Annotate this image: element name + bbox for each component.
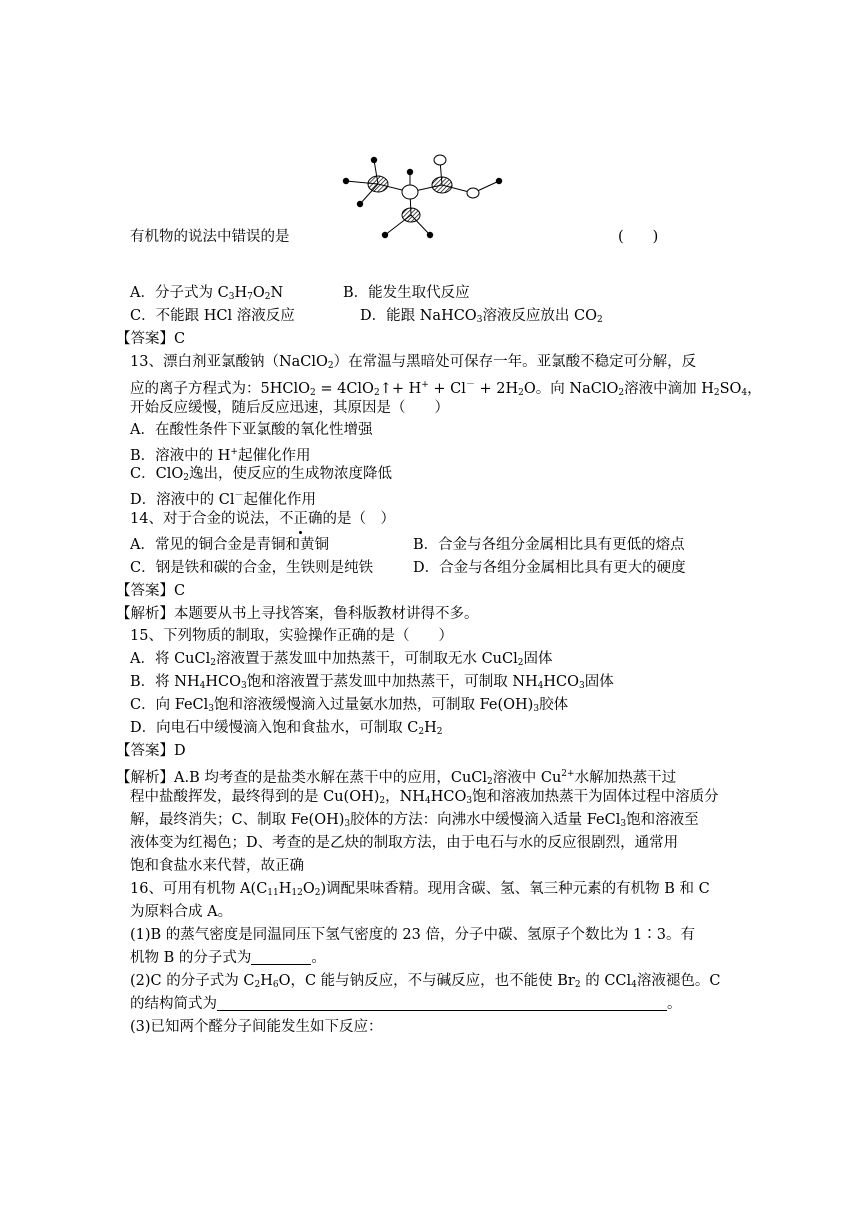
q12-option-c: C．不能跟 HCl 溶液反应 xyxy=(130,308,295,324)
q12-option-b: B．能发生取代反应 xyxy=(343,285,470,301)
q14-answer: 【答案】C xyxy=(116,583,186,599)
q14-option-b: B．合金与各组分金属相比具有更低的熔点 xyxy=(413,537,685,553)
q13-option-a: A．在酸性条件下亚氯酸的氧化性增强 xyxy=(130,422,373,438)
q13-option-d: D．溶液中的 Cl－起催化作用 xyxy=(130,491,316,508)
q15-analysis-line4: 液体变为红褐色；D、考查的是乙炔的制取方法，由于电石与水的反应很剧烈，通常用 xyxy=(130,835,679,851)
q12-answer-paren: ( ) xyxy=(618,229,659,245)
q16-part2-line2: 的结构简式为 。 xyxy=(130,996,682,1012)
q16-stem-line1: 16、可用有机物 $A(C_{11}H_{12}O_2)$调配果味香精。现用含碳、氢、氧三种元素的有机物 B 和 C xyxy=(130,881,710,898)
q13-stem-line3: 开始反应缓慢，随后反应迅速，其原因是（ ） xyxy=(130,400,449,416)
q13-option-c: C．ClO$_2$逸出，使反应的生成物浓度降低 xyxy=(130,466,392,483)
q15-analysis-line3: 解，最终消失；C、制取 $Fe(OH)_3$胶体的方法：向沸水中缓慢滴入适量 FeCl$_3$饱和溶液至 xyxy=(130,812,699,829)
q15-analysis-line5: 饱和食盐水来代替，故正确 xyxy=(130,858,304,874)
q13-stem-line2: 应的离子方程式为：5HClO$_2$ = 4ClO$_2$↑+ $H^+ + Cl^- + 2H_2O$。向 NaClO$_2$溶液中滴加 $H_2SO_4$， xyxy=(130,380,762,398)
q14-analysis: 【解析】本题要从书上寻找答案，鲁科版教材讲得不多。 xyxy=(116,606,479,622)
molecule-structure-figure xyxy=(336,148,516,240)
q15-option-a: A．将 CuCl$_2$溶液置于蒸发皿中加热蒸干，可制取无水 CuCl$_2$固体 xyxy=(130,651,553,668)
q14-option-a: A．常见的铜合金是青铜和黄铜 xyxy=(130,537,329,553)
q16-part1-line2: 机物 B 的分子式为 。 xyxy=(130,950,326,966)
q12-stem: 有机物的说法中错误的是 xyxy=(130,229,290,245)
q15-analysis-line1: 【解析】A.B 均考查的是盐类水解在蒸干中的应用，CuCl$_2$溶液中 $Cu^{2+}$水解加热蒸干过 xyxy=(116,769,677,787)
q14-option-d: D．合金与各组分金属相比具有更大的硬度 xyxy=(413,560,686,576)
q16-part2-line1: (2)C 的分子式为 $C_2H_6O$，C 能与钠反应，不与碱反应，也不能使 $Br_2$ 的 CCl$_4$溶液褪色。C xyxy=(130,973,721,990)
answer-blank[interactable] xyxy=(217,995,667,1011)
q16-part1-line1: (1)B 的蒸气密度是同温同压下氢气密度的 23 倍，分子中碳、氢原子个数比为 1∶3。有 xyxy=(130,927,696,943)
q12-answer: 【答案】C xyxy=(116,331,186,347)
q15-stem: 15、下列物质的制取，实验操作正确的是（ ） xyxy=(130,628,453,644)
q15-option-c: C．向 FeCl$_3$饱和溶液缓慢滴入过量氨水加热，可制取 $Fe(OH)_3$胶体 xyxy=(130,697,569,714)
q15-option-b: B．将 $NH_4HCO_3$饱和溶液置于蒸发皿中加热蒸干，可制取 $NH_4HCO_3$固体 xyxy=(130,674,614,691)
emphasis-dotted-text: 不正确 xyxy=(279,508,323,530)
q13-option-b: B．溶液中的 H+起催化作用 xyxy=(130,447,311,464)
q15-answer: 【答案】D xyxy=(116,743,186,759)
q13-stem-line1: 13、漂白剂亚氯酸钠（NaClO$_2$）在常温与黑暗处可保存一年。亚氯酸不稳定可分解，反 xyxy=(130,354,697,371)
q14-option-c: C．钢是铁和碳的合金，生铁则是纯铁 xyxy=(130,560,374,576)
q14-stem: 14、对于合金的说法，不正确的是（ ） xyxy=(130,508,395,530)
hydrogen-atoms xyxy=(343,157,502,238)
q12-option-a: A．分子式为 $C_3H_7O_2N$ xyxy=(130,285,284,302)
answer-blank[interactable] xyxy=(251,949,311,965)
q15-option-d: D．向电石中缓慢滴入饱和食盐水，可制取 $C_2H_2$ xyxy=(130,720,443,737)
q15-analysis-line2: 程中盐酸挥发，最终得到的是 $Cu(OH)_2$，$NH_4HCO_3$饱和溶液加热蒸干为固体过程中溶质分 xyxy=(130,789,719,806)
q12-option-d: D．能跟 NaHCO$_3$溶液反应放出 $CO_2$ xyxy=(360,308,603,325)
q16-stem-line2: 为原料合成 A。 xyxy=(130,904,233,920)
q16-part3: (3)已知两个醛分子间能发生如下反应： xyxy=(130,1019,383,1035)
